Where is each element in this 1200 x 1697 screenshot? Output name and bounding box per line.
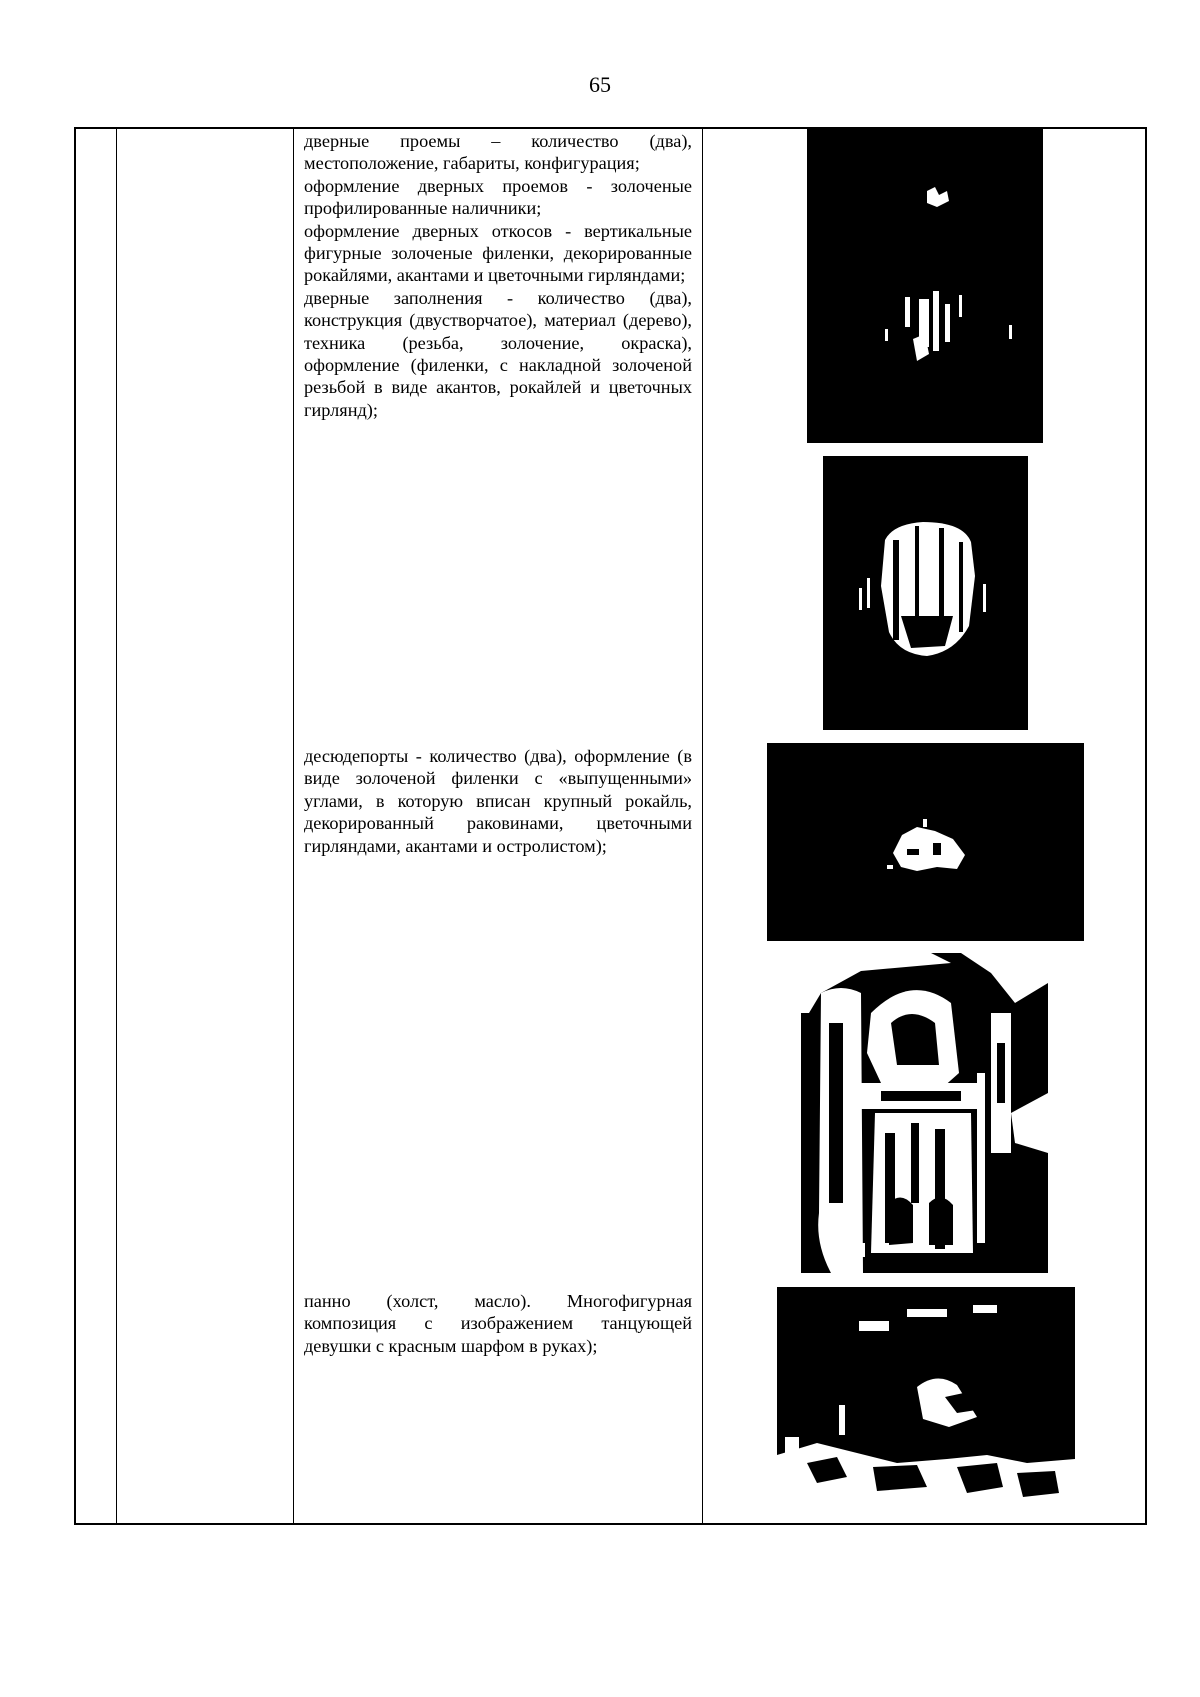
description-paragraph: дверные заполнения - количество (два), конструкция (двустворчатое), материал (дерево), техника (резьба, золочение, окраска), оформление (филенки, с накладной золоченой резьбой в виде акантов, рокайлей и цветочных гирлянд); bbox=[304, 287, 692, 420]
panel-painting-photo bbox=[777, 1287, 1075, 1513]
overdoor-photo bbox=[767, 743, 1084, 941]
doorway-photo bbox=[807, 129, 1043, 443]
interior-photo bbox=[801, 953, 1048, 1273]
description-paragraph: десюдепорты - количество (два), оформление (в виде золоченой филенки с «выпущенными» углами, в которую вписан крупный рокайль, декорированный раковинами, цветочными гирляндами, акантами и остролистом); bbox=[304, 746, 692, 856]
description-block-panel bbox=[304, 1290, 692, 1357]
description-block-doors bbox=[304, 130, 692, 421]
description-paragraph: оформление дверных откосов - вертикальные фигурные золоченые филенки, декорированные рокайлями, акантами и цветочными гирляндами; bbox=[304, 220, 692, 286]
column-divider bbox=[116, 127, 117, 1525]
description-block-overdoors bbox=[304, 745, 692, 857]
page-number: 65 bbox=[589, 72, 611, 97]
door-leaf-photo bbox=[823, 456, 1028, 730]
description-paragraph: панно (холст, масло). Многофигурная композиция с изображением танцующей девушки с красным шарфом в руках); bbox=[304, 1291, 692, 1356]
description-paragraph: оформление дверных проемов - золоченые профилированные наличники; bbox=[304, 175, 692, 219]
column-divider bbox=[293, 127, 294, 1525]
column-divider bbox=[702, 127, 703, 1525]
description-paragraph: дверные проемы – количество (два), местоположение, габариты, конфигурация; bbox=[304, 131, 692, 174]
